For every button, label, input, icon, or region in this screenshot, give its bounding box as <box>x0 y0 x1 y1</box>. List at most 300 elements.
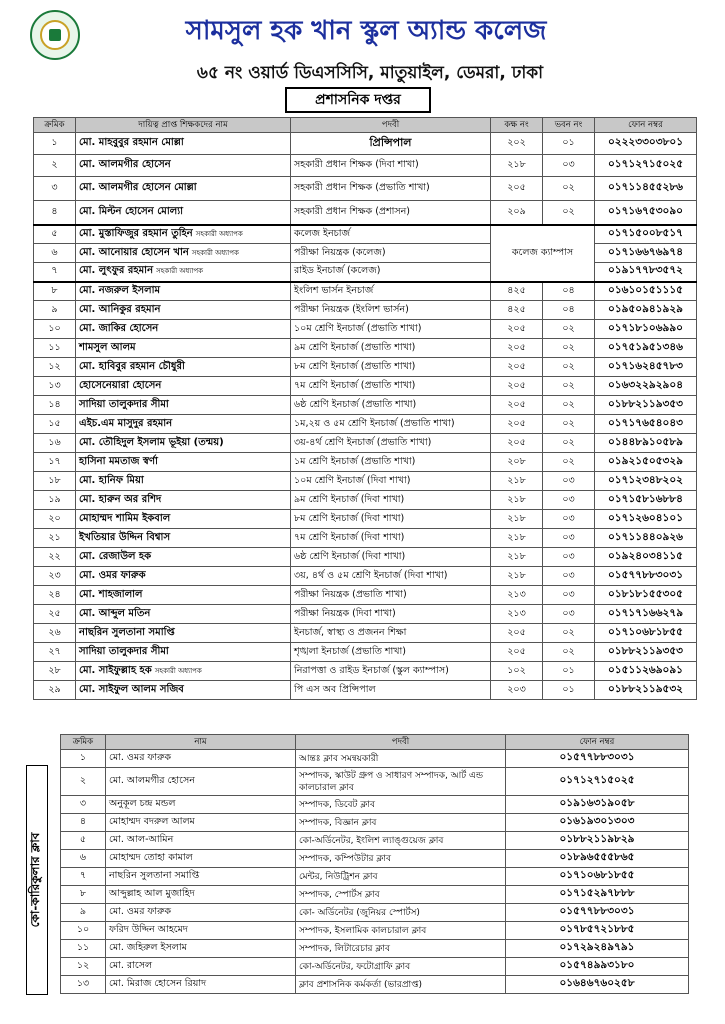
row-serial: ৩ <box>61 796 106 814</box>
member-name: নাছরিন সুলতানা সমাপ্তি <box>106 868 296 886</box>
table-row <box>34 201 697 225</box>
row-serial: ২৯ <box>34 681 76 700</box>
teacher-name-text: মো. নজরুল ইসলাম <box>79 284 161 296</box>
designation: সম্পাদক, বিজ্ঞান ক্লাব <box>296 814 506 832</box>
phone-number: ০১৮৯৬৫৫৫৮৬৫ <box>506 850 689 868</box>
designation: মেন্টর, নিউট্রিশন ক্লাব <box>296 868 506 886</box>
designation: ৯ম শ্রেণি ইনচার্জ (দিবা শাখা) <box>291 491 491 510</box>
table-row <box>34 396 697 415</box>
designation: সহকারী প্রধান শিক্ষক (প্রভাতি শাখা) <box>291 177 491 201</box>
row-serial: ১০ <box>61 922 106 940</box>
room-number: ২০৫ <box>491 377 543 396</box>
table-row <box>61 940 689 958</box>
teacher-name <box>76 396 291 415</box>
building-number: ০৪ <box>543 301 595 320</box>
teacher-name <box>76 282 291 301</box>
room-number: ৪২৫ <box>491 282 543 301</box>
table-row <box>34 133 697 155</box>
teacher-name <box>76 201 291 225</box>
room-number: ২০৫ <box>491 320 543 339</box>
teacher-name <box>76 605 291 624</box>
teacher-name-text: মো. রেজাউল হক <box>79 550 152 562</box>
designation: ক্লাব প্রশাসনিক কর্মকর্তা (ভারপ্রাপ্ত) <box>296 976 506 994</box>
table-row <box>61 904 689 922</box>
co-curricular-side-label: কো-কারিকুলার ক্লাব <box>26 765 48 995</box>
table-row <box>34 339 697 358</box>
designation: ১০ম শ্রেণি ইনচার্জ (প্রভাতি শাখা) <box>291 320 491 339</box>
teacher-name-text: মো. আব্দুল মতিন <box>79 607 151 619</box>
teacher-name <box>76 377 291 396</box>
teacher-name-text: সাদিয়া তালুকদার সীমা <box>79 645 169 657</box>
table-row <box>34 586 697 605</box>
teacher-name <box>76 225 291 244</box>
phone-number: ০১৭৮৫৭২১৮৮৫ <box>506 922 689 940</box>
room-number: ২১৮ <box>491 472 543 491</box>
building-number: ০৩ <box>543 491 595 510</box>
table-row <box>34 529 697 548</box>
building-number: ০৩ <box>543 529 595 548</box>
teacher-name-text: মো. হাবিবুর রহমান চৌধুরী <box>79 360 185 372</box>
room-number: ২১৮ <box>491 491 543 510</box>
designation: আন্তঃ ক্লাব সমন্বয়কারী <box>296 750 506 768</box>
row-serial: ২৭ <box>34 643 76 662</box>
row-serial: ৮ <box>34 282 76 301</box>
phone-number: ০১৭১৬৭৫৩০৯০ <box>595 201 697 225</box>
table-row <box>61 750 689 768</box>
table-row <box>61 796 689 814</box>
teacher-name <box>76 453 291 472</box>
room-number: ২০৫ <box>491 177 543 201</box>
table-row <box>34 320 697 339</box>
teacher-name-text: মো. হারুন অর রশিদ <box>79 493 162 505</box>
building-number: ০৩ <box>543 548 595 567</box>
room-number: ২১৮ <box>491 567 543 586</box>
building-number: ০২ <box>543 453 595 472</box>
designation: ৮ম শ্রেণি ইনচার্জ (দিবা শাখা) <box>291 510 491 529</box>
building-number: ০২ <box>543 434 595 453</box>
member-name: মো. আল-আমিন <box>106 832 296 850</box>
row-serial: ২৪ <box>34 586 76 605</box>
table-row <box>61 850 689 868</box>
teacher-name-text: মো. মুস্তাফিজুর রহমান তুহিন <box>79 227 193 239</box>
designation: কো- অর্ডিনেটর (জুনিয়র স্পোর্টস) <box>296 904 506 922</box>
phone-number: ০১৫৭৪৯৯৩১৮০ <box>506 958 689 976</box>
room-number: ২০৮ <box>491 453 543 472</box>
row-serial: ১১ <box>34 339 76 358</box>
teacher-name-text: সাদিয়া তালুকদার সীমা <box>79 398 169 410</box>
club-table <box>60 734 689 994</box>
teacher-name-text: মো. সাইফুল্লাহ হক <box>79 664 152 676</box>
row-serial: ১৯ <box>34 491 76 510</box>
member-name: মো. মিরাজ হোসেন রিয়াদ <box>106 976 296 994</box>
row-serial: ১১ <box>61 940 106 958</box>
room-number: ২০৫ <box>491 624 543 643</box>
row-serial: ১৮ <box>34 472 76 491</box>
phone-number: ০১৭১১৪৪০৯২৬ <box>595 529 697 548</box>
designation: ৩য়-৪র্থ শ্রেণি ইনচার্জ (প্রভাতি শাখা) <box>291 434 491 453</box>
designation: সম্পাদক, স্কাউট গ্রুপ ও সাধারণ সম্পাদক, আর্ট এন্ড কালচারাল ক্লাব <box>296 768 506 796</box>
col-header-designation: পদবী <box>291 118 491 133</box>
building-number: ০১ <box>543 681 595 700</box>
phone-number: ০১৭১২৬০৪১০১ <box>595 510 697 529</box>
room-number: ২০২ <box>491 133 543 155</box>
teacher-name-text: এইচ.এম মাসুদুর রহমান <box>79 417 173 429</box>
table-row <box>34 434 697 453</box>
table-row <box>34 415 697 434</box>
room-number: ১০২ <box>491 662 543 681</box>
designation: নিরাপত্তা ও রাইড ইনচার্জ (স্কুল ক্যাম্পাস) <box>291 662 491 681</box>
table-row <box>61 768 689 796</box>
designation: পরীক্ষা নিয়ন্ত্রক (ইংলিশ ভার্সন) <box>291 301 491 320</box>
phone-number: ০১৭১৫০০৮৫১৭ <box>595 225 697 244</box>
building-number: ০২ <box>543 339 595 358</box>
table-row <box>34 624 697 643</box>
teacher-name-text: মো. আলমগীর হোসেন মোল্লা <box>79 182 197 193</box>
building-number: ০২ <box>543 201 595 225</box>
teacher-name-text: নাছরিন সুলতানা সমাপ্তি <box>79 626 175 638</box>
designation: পরীক্ষা নিয়ন্ত্রক (প্রভাতি শাখা) <box>291 586 491 605</box>
teacher-name <box>76 320 291 339</box>
phone-number: ০১৬৩২২৯২৯০৪ <box>595 377 697 396</box>
phone-number: ০১৪৪৮৯১০৫৮৯ <box>595 434 697 453</box>
office-label: প্রশাসনিক দপ্তর <box>285 87 431 113</box>
table-row <box>61 976 689 994</box>
row-serial: ১২ <box>61 958 106 976</box>
club-col-header-sl: ক্রমিক <box>61 735 106 750</box>
building-number: ০১ <box>543 133 595 155</box>
phone-number: ০১৭১২৩৪৮২০২ <box>595 472 697 491</box>
row-serial: ৯ <box>34 301 76 320</box>
phone-number: ০১৭১৮১০৬৯৯০ <box>595 320 697 339</box>
teacher-name <box>76 681 291 700</box>
designation: পরীক্ষা নিয়ন্ত্রক (কলেজ) <box>291 244 491 263</box>
table-row <box>61 958 689 976</box>
phone-number: ০১৭১১৪৫৫২৮৬ <box>595 177 697 201</box>
school-logo <box>30 10 80 60</box>
teacher-rank: সহকারী অধ্যাপক <box>154 666 202 675</box>
teacher-name <box>76 133 291 155</box>
phone-number: ০১৯১৬৩১৯০৫৮ <box>506 796 689 814</box>
designation: ৬ষ্ঠ শ্রেণি ইনচার্জ (দিবা শাখা) <box>291 548 491 567</box>
teacher-rank: সহকারী অধ্যাপক <box>195 229 243 238</box>
phone-number: ০১৯২৪০৩৪১১৫ <box>595 548 697 567</box>
room-number: ২০৫ <box>491 415 543 434</box>
table-row <box>61 814 689 832</box>
teacher-name-text: মো. জাকির হোসেন <box>79 322 159 334</box>
table-row <box>34 605 697 624</box>
admin-table <box>33 117 697 700</box>
member-name: মো. জহিরুল ইসলাম <box>106 940 296 958</box>
table-row <box>34 358 697 377</box>
row-serial: ১ <box>34 133 76 155</box>
building-number: ০৩ <box>543 567 595 586</box>
phone-number: ০১৭১৫৮১৬৮৮৪ <box>595 491 697 510</box>
building-number: ০২ <box>543 320 595 339</box>
designation: সম্পাদক, লিটারেচার ক্লাব <box>296 940 506 958</box>
phone-number: ০১৭১৭৬৫৪০৪৩ <box>595 415 697 434</box>
teacher-name <box>76 263 291 282</box>
designation: ১ম শ্রেণি ইনচার্জ (প্রভাতি শাখা) <box>291 453 491 472</box>
row-serial: ১৬ <box>34 434 76 453</box>
teacher-name-text: মোহাম্মদ শামিম ইকবাল <box>79 512 171 524</box>
row-serial: ১৩ <box>34 377 76 396</box>
building-number: ০৩ <box>543 586 595 605</box>
row-serial: ২ <box>34 155 76 177</box>
phone-number: ০১৭১৫২৯৭৮৮৮ <box>506 886 689 904</box>
phone-number: ০১৯২১৫০৫৩২৯ <box>595 453 697 472</box>
phone-number: ০১৫১১২৬৯০৯১ <box>595 662 697 681</box>
row-serial: ২০ <box>34 510 76 529</box>
teacher-name <box>76 567 291 586</box>
teacher-name <box>76 643 291 662</box>
phone-number: ০১৬৪৬৭৬০২৫৮ <box>506 976 689 994</box>
teacher-name <box>76 244 291 263</box>
teacher-name-text: মো. শাহজালাল <box>79 588 143 600</box>
row-serial: ২২ <box>34 548 76 567</box>
table-row <box>34 491 697 510</box>
row-serial: ১০ <box>34 320 76 339</box>
teacher-name <box>76 624 291 643</box>
phone-number: ০১৬১৯৩০১৩০৩ <box>506 814 689 832</box>
row-serial: ৯ <box>61 904 106 922</box>
teacher-name <box>76 155 291 177</box>
room-number: ২১৮ <box>491 548 543 567</box>
designation: ইনচার্জ, স্বাস্থ্য ও প্রজনন শিক্ষা <box>291 624 491 643</box>
row-serial: ৪ <box>34 201 76 225</box>
table-row <box>34 282 697 301</box>
designation: পরীক্ষা নিয়ন্ত্রক (দিবা শাখা) <box>291 605 491 624</box>
club-col-header-phone: ফোন নম্বর <box>506 735 689 750</box>
teacher-name-text: হাসিনা মমতাজ স্বর্ণা <box>79 455 158 467</box>
teacher-name <box>76 662 291 681</box>
designation: ১০ম শ্রেণি ইনচার্জ (দিবা শাখা) <box>291 472 491 491</box>
member-name: মো. ওমর ফারুক <box>106 750 296 768</box>
teacher-name <box>76 358 291 377</box>
phone-number: ০১৯১৭৭৮৩৫৭২ <box>595 263 697 282</box>
table-row <box>34 453 697 472</box>
row-serial: ৭ <box>34 263 76 282</box>
building-number: ০৪ <box>543 282 595 301</box>
table-row <box>61 886 689 904</box>
college-campus-cell: কলেজ ক্যাম্পাস <box>491 225 595 282</box>
teacher-name <box>76 472 291 491</box>
school-address: ৬৫ নং ওয়ার্ড ডিএসসিসি, মাতুয়াইল, ডেমরা, ঢাকা <box>196 63 544 83</box>
phone-number: ০১৫৭৭৮৮৩০৩১ <box>595 567 697 586</box>
row-serial: ৪ <box>61 814 106 832</box>
row-serial: ২৬ <box>34 624 76 643</box>
teacher-name-text: মো. লুৎফুর রহমান <box>79 265 154 277</box>
teacher-name-text: হোসেনেয়ারা হোসেন <box>79 379 162 391</box>
designation: সহকারী প্রধান শিক্ষক (দিবা শাখা) <box>291 155 491 177</box>
building-number: ০৩ <box>543 155 595 177</box>
col-header-building: ভবন নং <box>543 118 595 133</box>
teacher-name <box>76 434 291 453</box>
designation: কো-অর্ডিনেটর, ফটোগ্রাফি ক্লাব <box>296 958 506 976</box>
row-serial: ২৫ <box>34 605 76 624</box>
room-number: ২১৩ <box>491 586 543 605</box>
teacher-name-text: মো. আলমগীর হোসেন <box>79 159 171 170</box>
building-number: ০২ <box>543 624 595 643</box>
club-col-header-designation: পদবী <box>296 735 506 750</box>
building-number: ০৩ <box>543 510 595 529</box>
designation: ১ম,২য় ও ৫ম শ্রেণি ইনচার্জ (প্রভাতি শাখা) <box>291 415 491 434</box>
teacher-name-text: মো. আনোয়ার হোসেন খান <box>79 246 189 258</box>
phone-number: ০১৭১৬২৪৫৭৮৩ <box>595 358 697 377</box>
table-row <box>34 177 697 201</box>
designation: ৮ম শ্রেণি ইনচার্জ (প্রভাতি শাখা) <box>291 358 491 377</box>
row-serial: ৭ <box>61 868 106 886</box>
phone-number: ০১৭১৬৬৭৬৯৭৪ <box>595 244 697 263</box>
teacher-name <box>76 529 291 548</box>
building-number: ০২ <box>543 177 595 201</box>
school-title: সামসুল হক খান স্কুল অ্যান্ড কলেজ <box>185 16 547 46</box>
designation: ইংলিশ ভার্সন ইনচার্জ <box>291 282 491 301</box>
member-name: মো. রাসেল <box>106 958 296 976</box>
member-name: আব্দুল্লাহ আল মুজাহিদ <box>106 886 296 904</box>
phone-number: ০১৭১০৬৮১৮৫৫ <box>506 868 689 886</box>
room-number: ২০৯ <box>491 201 543 225</box>
phone-number: ০১৭১৭১৬৬২৭৯ <box>595 605 697 624</box>
designation: সম্পাদক, কম্পিউটার ক্লাব <box>296 850 506 868</box>
designation: পি এস অব প্রিন্সিপাল <box>291 681 491 700</box>
room-number: ২০৫ <box>491 339 543 358</box>
designation: ৭ম শ্রেণি ইনচার্জ (প্রভাতি শাখা) <box>291 377 491 396</box>
designation: কলেজ ইনচার্জ <box>291 225 491 244</box>
row-serial: ১৩ <box>61 976 106 994</box>
phone-number: ০১৭১০৬৮১৮৫৫ <box>595 624 697 643</box>
designation: সম্পাদক, ইসলামিক কালচারাল ক্লাব <box>296 922 506 940</box>
phone-number: ০১৫৭৭৮৮৩০৩১ <box>506 750 689 768</box>
designation: সম্পাদক, স্পোর্টস ক্লাব <box>296 886 506 904</box>
designation: ৩য়, ৪র্থ ও ৫ম শ্রেণি ইনচার্জ (দিবা শাখা) <box>291 567 491 586</box>
teacher-rank: সহকারী অধ্যাপক <box>156 267 204 276</box>
room-number: ২০৫ <box>491 434 543 453</box>
teacher-name-text: মো. সাইফুল আলম সজিব <box>79 683 184 695</box>
table-row <box>34 301 697 320</box>
table-row <box>34 548 697 567</box>
row-serial: ১ <box>61 750 106 768</box>
row-serial: ২১ <box>34 529 76 548</box>
phone-number: ০১৫৭৭৮৮৩০৩১ <box>506 904 689 922</box>
designation: সহকারী প্রধান শিক্ষক (প্রশাসন) <box>291 201 491 225</box>
member-name: মোহাম্মদ বদরুল আলম <box>106 814 296 832</box>
phone-number: ০১৭২৯২৪৯৭৯১ <box>506 940 689 958</box>
member-name: অনুকূল চন্দ্র মন্ডল <box>106 796 296 814</box>
teacher-name-text: মো. তৌহিদুল ইসলাম ভূইয়া (তন্ময়) <box>79 436 224 448</box>
phone-number: ০২২২৩৩০৩৮০১ <box>595 133 697 155</box>
building-number: ০২ <box>543 415 595 434</box>
teacher-name <box>76 339 291 358</box>
building-number: ০২ <box>543 377 595 396</box>
row-serial: ২৮ <box>34 662 76 681</box>
row-serial: ১৫ <box>34 415 76 434</box>
teacher-name <box>76 301 291 320</box>
member-name: ফরিদ উদ্দিন আহমেদ <box>106 922 296 940</box>
teacher-name <box>76 548 291 567</box>
phone-number: ০১৬১০১৫১১১৫ <box>595 282 697 301</box>
phone-number: ০১৮৮২১১৯৫৩২ <box>595 681 697 700</box>
phone-number: ০১৮৮২১১৯৩৫৩ <box>595 643 697 662</box>
room-number: ২০৫ <box>491 643 543 662</box>
teacher-name-text: মো. আনিকুর রহমান <box>79 303 161 315</box>
member-name: মো. আলমগীর হোসেন <box>106 768 296 796</box>
designation: ৯ম শ্রেণি ইনচার্জ (প্রভাতি শাখা) <box>291 339 491 358</box>
teacher-name-text: ইখতিয়ার উদ্দিন বিশ্বাস <box>79 531 171 543</box>
table-row <box>61 922 689 940</box>
building-number: ০২ <box>543 396 595 415</box>
table-row <box>34 472 697 491</box>
table-row <box>34 681 697 700</box>
col-header-room: কক্ষ নং <box>491 118 543 133</box>
table-row <box>34 567 697 586</box>
table-row <box>34 377 697 396</box>
row-serial: ৬ <box>61 850 106 868</box>
row-serial: ১৭ <box>34 453 76 472</box>
club-col-header-name: নাম <box>106 735 296 750</box>
row-serial: ৩ <box>34 177 76 201</box>
room-number: ২০৩ <box>491 681 543 700</box>
row-serial: ৫ <box>34 225 76 244</box>
row-serial: ২৩ <box>34 567 76 586</box>
building-number: ০৩ <box>543 472 595 491</box>
table-row <box>61 868 689 886</box>
table-row <box>61 832 689 850</box>
col-header-name: দায়িত্ব প্রাপ্ত শিক্ষকদের নাম <box>76 118 291 133</box>
table-row <box>34 662 697 681</box>
room-number: ৪২৫ <box>491 301 543 320</box>
room-number: ২১৮ <box>491 529 543 548</box>
table-row <box>34 510 697 529</box>
col-header-phone: ফোন নম্বর <box>595 118 697 133</box>
teacher-name <box>76 491 291 510</box>
building-number: ০৩ <box>543 605 595 624</box>
teacher-name <box>76 177 291 201</box>
phone-number: ০১৭১২৭১৫০২৫ <box>506 768 689 796</box>
member-name: মোহাম্মদ তোহা কামাল <box>106 850 296 868</box>
row-serial: ৮ <box>61 886 106 904</box>
phone-number: ০১৮৮২১১৯৩৫৩ <box>595 396 697 415</box>
teacher-name <box>76 586 291 605</box>
table-row <box>34 244 697 263</box>
building-number: ০১ <box>543 662 595 681</box>
row-serial: ১২ <box>34 358 76 377</box>
room-number: ২০৫ <box>491 396 543 415</box>
table-row <box>34 155 697 177</box>
table-row <box>34 643 697 662</box>
designation: রাইড ইনচার্জ (কলেজ) <box>291 263 491 282</box>
teacher-name <box>76 415 291 434</box>
designation: ৭ম শ্রেণি ইনচার্জ (দিবা শাখা) <box>291 529 491 548</box>
phone-number: ০১৭৫১৯৫১৩৪৬ <box>595 339 697 358</box>
designation: কো-অর্ডিনেটর, ইংলিশ ল্যাঙ্গুয়েজ ক্লাব <box>296 832 506 850</box>
room-number: ২০৫ <box>491 358 543 377</box>
teacher-name-text: শামসুল আলম <box>79 341 136 353</box>
room-number: ২১৮ <box>491 510 543 529</box>
room-number: ২১৮ <box>491 155 543 177</box>
table-row <box>34 225 697 244</box>
member-name: মো. ওমর ফারুক <box>106 904 296 922</box>
teacher-name-text: মো. মাহবুবুর রহমান মোল্লা <box>79 137 184 148</box>
designation: শৃঙ্খলা ইনচার্জ (প্রভাতি শাখা) <box>291 643 491 662</box>
designation: প্রিন্সিপাল <box>291 133 491 155</box>
designation: ৬ষ্ঠ শ্রেণি ইনচার্জ (প্রভাতি শাখা) <box>291 396 491 415</box>
designation: সম্পাদক, ডিবেট ক্লাব <box>296 796 506 814</box>
row-serial: ৬ <box>34 244 76 263</box>
phone-number: ০১৯৫০৯৪১৯২৯ <box>595 301 697 320</box>
teacher-name-text: মো. মিল্টন হোসেন মোল্যা <box>79 205 183 217</box>
row-serial: ৫ <box>61 832 106 850</box>
room-number: ২১৩ <box>491 605 543 624</box>
